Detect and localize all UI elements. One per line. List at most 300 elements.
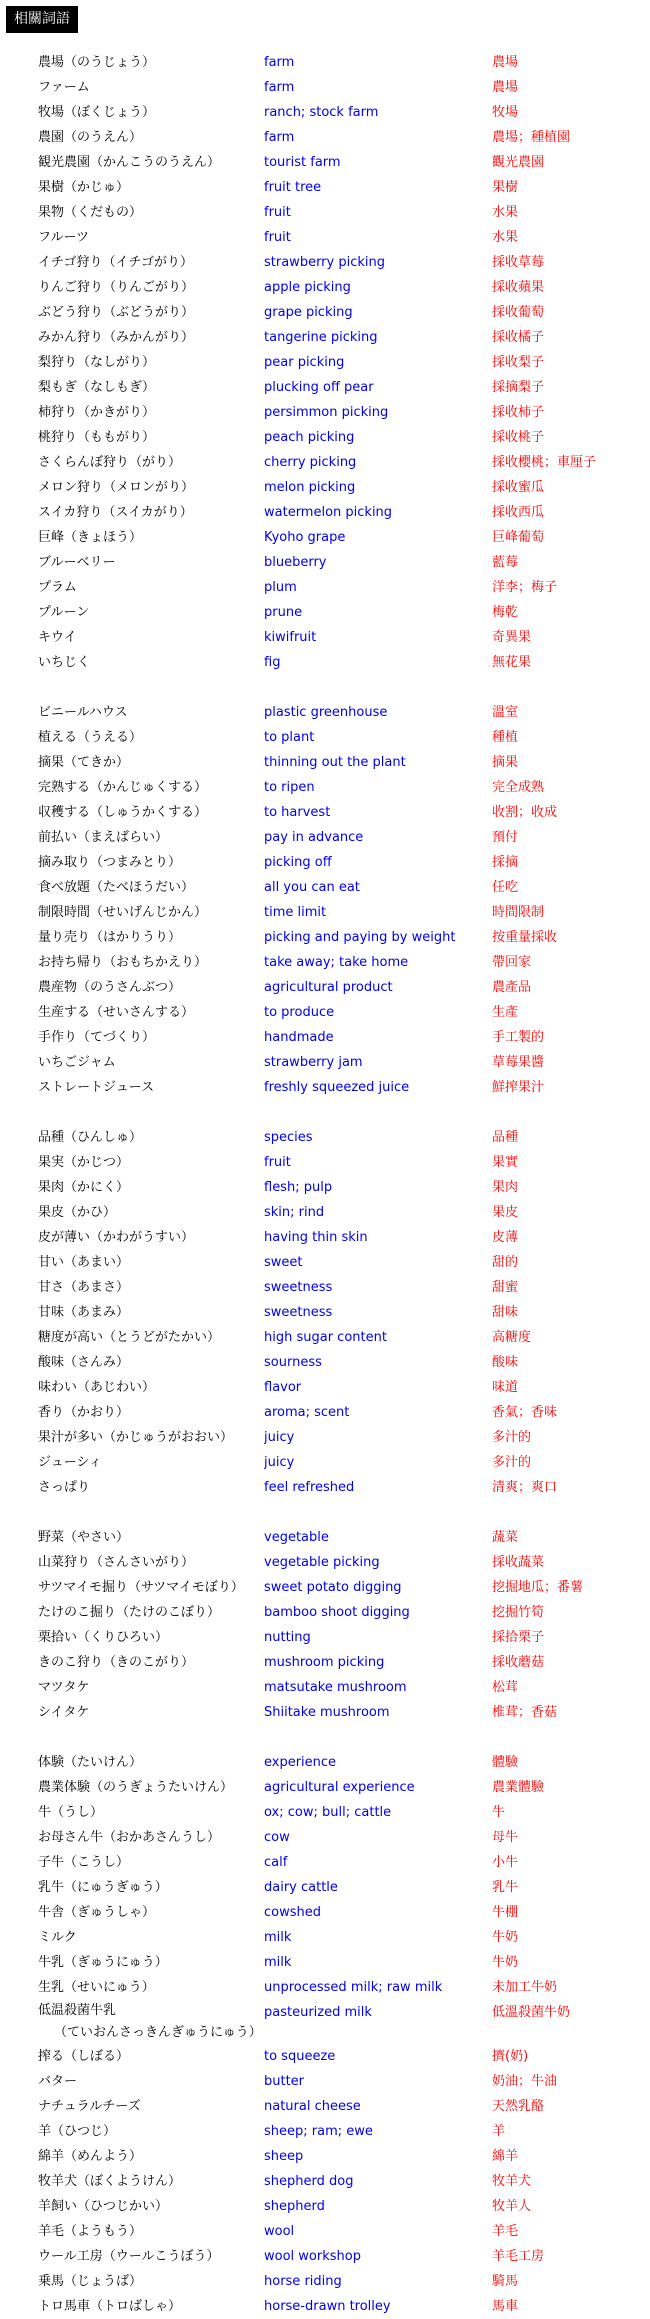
japanese-term-text: 生産する（せいさんする）: [38, 1005, 195, 1020]
japanese-term-text: ナチュラルチーズ: [38, 2099, 141, 2114]
japanese-term: [0, 2000, 264, 2044]
japanese-term: [0, 1350, 264, 1375]
japanese-term: [0, 1550, 264, 1575]
chinese-translation: 農業體驗: [492, 1780, 545, 1795]
japanese-term-text: 甘さ（あまさ）: [38, 1280, 130, 1295]
japanese-term: [0, 1025, 264, 1050]
english-translation: farm: [264, 55, 295, 70]
chinese-translation: 小牛: [492, 1855, 519, 1870]
english-translation: ox; cow; bull; cattle: [264, 1805, 392, 1820]
japanese-term-text: ブルーベリー: [38, 555, 116, 570]
english-translation: to squeeze: [264, 2049, 336, 2064]
vocab-row: [0, 800, 650, 825]
vocab-row: [0, 1250, 650, 1275]
chinese-translation: 天然乳酪: [492, 2099, 545, 2114]
japanese-term-text: 羊（ひつじ）: [38, 2124, 117, 2139]
vocab-row: [0, 750, 650, 775]
japanese-term-text: ウール工房（ウールこうぼう）: [38, 2249, 220, 2264]
vocab-row: [0, 1075, 650, 1100]
vocab-row: [0, 2194, 650, 2219]
english-translation: thinning out the plant: [264, 755, 406, 770]
chinese-translation: 摘果: [492, 755, 519, 770]
japanese-term-text: 味わい（あじわい）: [38, 1380, 156, 1395]
vocab-row: [0, 2219, 650, 2244]
japanese-term: [0, 1650, 264, 1675]
vocab-row: [0, 200, 650, 225]
japanese-term: [0, 400, 264, 425]
english-translation: pay in advance: [264, 830, 364, 845]
chinese-translation: 採收橘子: [492, 330, 545, 345]
vocab-row: [0, 2000, 650, 2044]
japanese-term-text: 低温殺菌牛乳: [38, 2003, 117, 2018]
vocab-row: [0, 2169, 650, 2194]
chinese-translation: 甜味: [492, 1305, 519, 1320]
chinese-translation: 甜蜜: [492, 1280, 519, 1295]
japanese-term: [0, 575, 264, 600]
japanese-term: [0, 775, 264, 800]
japanese-term: [0, 2144, 264, 2169]
english-translation: picking and paying by weight: [264, 930, 456, 945]
english-translation: bamboo shoot digging: [264, 1605, 410, 1620]
japanese-term: [0, 1450, 264, 1475]
english-translation: sweet: [264, 1255, 303, 1270]
chinese-translation: 奶油；牛油: [492, 2074, 558, 2089]
japanese-term: [0, 325, 264, 350]
section-title: 相關詞語: [6, 6, 78, 33]
english-translation: prune: [264, 605, 303, 620]
japanese-term: [0, 1000, 264, 1025]
chinese-translation: 品種: [492, 1130, 519, 1145]
japanese-term-text: イチゴ狩り（イチゴがり）: [38, 255, 193, 270]
japanese-term: [0, 2169, 264, 2194]
japanese-term: [0, 1200, 264, 1225]
japanese-term: [0, 2119, 264, 2144]
japanese-term: [0, 850, 264, 875]
vocab-row: [0, 2244, 650, 2269]
japanese-term: [0, 175, 264, 200]
japanese-term-text: ファーム: [38, 80, 90, 95]
vocab-row: [0, 400, 650, 425]
english-translation: wool workshop: [264, 2249, 361, 2264]
vocab-row: [0, 475, 650, 500]
japanese-term: [0, 350, 264, 375]
vocab-row: [0, 1125, 650, 1150]
chinese-translation: 洋李；梅子: [492, 580, 558, 595]
english-translation: sheep: [264, 2149, 304, 2164]
japanese-term-text: キウイ: [38, 630, 77, 645]
japanese-term-text: 果皮（かひ）: [38, 1205, 117, 1220]
japanese-term: [0, 1400, 264, 1425]
vocab-row: [0, 975, 650, 1000]
chinese-translation: 擠(奶): [492, 2049, 529, 2064]
vocab-row: [0, 600, 650, 625]
chinese-translation: 乳牛: [492, 1880, 519, 1895]
chinese-translation: 多汁的: [492, 1455, 532, 1470]
japanese-term: [0, 200, 264, 225]
japanese-term-text: 制限時間（せいげんじかん）: [38, 905, 208, 920]
japanese-term-text: 梨もぎ（なしもぎ）: [38, 380, 156, 395]
japanese-term-text: 果物（くだもの）: [38, 205, 143, 220]
chinese-translation: 挖掘地瓜；番薯: [492, 1580, 584, 1595]
english-translation: skin; rind: [264, 1205, 325, 1220]
vocab-row: [0, 1850, 650, 1875]
chinese-translation: 羊: [492, 2124, 506, 2139]
japanese-term-text: 糖度が高い（とうどがたかい）: [38, 1330, 221, 1345]
chinese-translation: 時間限制: [492, 905, 545, 920]
japanese-term-text: ぶどう狩り（ぶどうがり）: [38, 305, 195, 320]
japanese-term-text: 植える（うえる）: [38, 730, 143, 745]
japanese-term-text: りんご狩り（りんごがり）: [38, 280, 195, 295]
english-translation: to plant: [264, 730, 315, 745]
japanese-term-text: 果実（かじつ）: [38, 1155, 130, 1170]
english-translation: pasteurized milk: [264, 2005, 372, 2020]
english-translation: kiwifruit: [264, 630, 317, 645]
japanese-term: [0, 1175, 264, 1200]
japanese-term: [0, 1775, 264, 1800]
japanese-term: [0, 1625, 264, 1650]
chinese-translation: 松茸: [492, 1680, 519, 1695]
japanese-term-text: 果汁が多い（かじゅうがおおい）: [38, 1430, 234, 1445]
chinese-translation: 收割；收成: [492, 805, 558, 820]
chinese-translation: 採收蜜瓜: [492, 480, 545, 495]
japanese-term: [0, 1900, 264, 1925]
vocab-row: [0, 2269, 650, 2294]
vocab-row: [0, 900, 650, 925]
chinese-translation: 未加工牛奶: [492, 1980, 558, 1995]
japanese-term: [0, 1225, 264, 1250]
vocab-row: [0, 625, 650, 650]
english-translation: cow: [264, 1830, 290, 1845]
japanese-term-text: 生乳（せいにゅう）: [38, 1980, 155, 1995]
japanese-term-text: 果肉（かにく）: [38, 1180, 130, 1195]
english-translation: milk: [264, 1955, 292, 1970]
english-translation: strawberry picking: [264, 255, 385, 270]
vocab-group: [0, 1750, 650, 2319]
japanese-term: [0, 2244, 264, 2269]
japanese-term-text: スイカ狩り（スイカがり）: [38, 505, 193, 520]
japanese-term: [0, 1425, 264, 1450]
chinese-translation: 果皮: [492, 1205, 519, 1220]
english-translation: fruit: [264, 1155, 291, 1170]
english-translation: natural cheese: [264, 2099, 361, 2114]
japanese-term-text: 巨峰（きょほう）: [38, 530, 143, 545]
japanese-term-text: たけのこ掘り（たけのこぼり）: [38, 1605, 221, 1620]
japanese-reading: （ていおんさっきんぎゅうにゅう）: [54, 2025, 262, 2040]
chinese-translation: 果肉: [492, 1180, 519, 1195]
vocab-row: [0, 500, 650, 525]
japanese-term: [0, 1150, 264, 1175]
english-translation: experience: [264, 1755, 337, 1770]
japanese-term: [0, 900, 264, 925]
vocab-row: [0, 1325, 650, 1350]
japanese-term-text: いちごジャム: [38, 1055, 116, 1070]
vocab-row: [0, 50, 650, 75]
vocab-row: [0, 825, 650, 850]
english-translation: grape picking: [264, 305, 353, 320]
vocab-row: [0, 75, 650, 100]
vocab-row: [0, 1175, 650, 1200]
english-translation: farm: [264, 130, 295, 145]
english-translation: feel refreshed: [264, 1480, 355, 1495]
english-translation: juicy: [264, 1430, 295, 1445]
vocab-row: [0, 1600, 650, 1625]
japanese-term: [0, 1700, 264, 1725]
english-translation: sweetness: [264, 1305, 333, 1320]
english-translation: agricultural product: [264, 980, 393, 995]
japanese-term-text: ビニールハウス: [38, 705, 128, 720]
english-translation: plastic greenhouse: [264, 705, 388, 720]
japanese-term: [0, 300, 264, 325]
english-translation: juicy: [264, 1455, 295, 1470]
japanese-term-text: フルーツ: [38, 230, 89, 245]
vocab-row: [0, 2119, 650, 2144]
chinese-translation: 採收西瓜: [492, 505, 545, 520]
vocab-row: [0, 1275, 650, 1300]
japanese-term: [0, 800, 264, 825]
japanese-term: [0, 2044, 264, 2069]
japanese-term-text: 摘み取り（つまみとり）: [38, 855, 182, 870]
vocab-row: [0, 875, 650, 900]
japanese-term-text: 摘果（てきか）: [38, 755, 130, 770]
chinese-translation: 採收桃子: [492, 430, 545, 445]
japanese-term: [0, 275, 264, 300]
japanese-term-text: 牧場（ぼくじょう）: [38, 105, 156, 120]
japanese-term-text: きのこ狩り（きのこがり）: [38, 1655, 195, 1670]
english-translation: freshly squeezed juice: [264, 1080, 410, 1095]
english-translation: plum: [264, 580, 297, 595]
chinese-translation: 預付: [492, 830, 519, 845]
japanese-term-text: 皮が薄い（かわがうすい）: [38, 1230, 195, 1245]
japanese-term-text: 果樹（かじゅ）: [38, 180, 130, 195]
japanese-term: [0, 50, 264, 75]
chinese-translation: 水果: [492, 230, 519, 245]
english-translation: agricultural experience: [264, 1780, 415, 1795]
vocab-row: [0, 1200, 650, 1225]
japanese-term: [0, 500, 264, 525]
japanese-term: [0, 100, 264, 125]
vocab-row: [0, 425, 650, 450]
english-translation: time limit: [264, 905, 327, 920]
english-translation: to ripen: [264, 780, 315, 795]
vocab-row: [0, 2294, 650, 2319]
vocab-row: [0, 775, 650, 800]
japanese-term-text: 完熟する（かんじゅくする）: [38, 780, 208, 795]
japanese-term-text: 農業体験（のうぎょうたいけん）: [38, 1780, 234, 1795]
vocab-row: [0, 375, 650, 400]
english-translation: apple picking: [264, 280, 351, 295]
japanese-term-text: 香り（かおり）: [38, 1405, 130, 1420]
japanese-term-text: 農園（のうえん）: [38, 130, 143, 145]
chinese-translation: 體驗: [492, 1755, 519, 1770]
english-translation: shepherd dog: [264, 2174, 354, 2189]
vocab-group: [0, 50, 650, 675]
english-translation: fruit: [264, 205, 291, 220]
japanese-term: [0, 625, 264, 650]
japanese-term: [0, 550, 264, 575]
vocabulary-list: [0, 50, 650, 2319]
japanese-term: [0, 725, 264, 750]
english-translation: peach picking: [264, 430, 355, 445]
vocab-row: [0, 250, 650, 275]
japanese-term: [0, 150, 264, 175]
chinese-translation: 牛: [492, 1805, 506, 1820]
english-translation: vegetable: [264, 1530, 329, 1545]
chinese-translation: 椎茸；香菇: [492, 1705, 558, 1720]
vocab-row: [0, 2144, 650, 2169]
chinese-translation: 牛奶: [492, 1955, 519, 1970]
vocab-row: [0, 1650, 650, 1675]
japanese-term-text: 前払い（まえばらい）: [38, 830, 169, 845]
chinese-translation: 採摘: [492, 855, 519, 870]
japanese-term: [0, 750, 264, 775]
vocab-row: [0, 650, 650, 675]
english-translation: butter: [264, 2074, 305, 2089]
chinese-translation: 採收蘑菇: [492, 1655, 545, 1670]
english-translation: Kyoho grape: [264, 530, 346, 545]
english-translation: nutting: [264, 1630, 311, 1645]
vocab-row: [0, 1950, 650, 1975]
chinese-translation: 生產: [492, 1005, 519, 1020]
chinese-translation: 採收蔬菜: [492, 1555, 545, 1570]
japanese-term-text: サツマイモ掘り（サツマイモぼり）: [38, 1580, 244, 1595]
japanese-term: [0, 2069, 264, 2094]
vocab-row: [0, 1525, 650, 1550]
japanese-term: [0, 2294, 264, 2319]
vocab-row: [0, 950, 650, 975]
chinese-translation: 無花果: [492, 655, 532, 670]
japanese-term: [0, 950, 264, 975]
vocab-row: [0, 325, 650, 350]
japanese-term-text: 量り売り（はかりうり）: [38, 930, 182, 945]
english-translation: watermelon picking: [264, 505, 393, 520]
vocab-group: [0, 700, 650, 1100]
japanese-term-text: 綿羊（めんよう）: [38, 2149, 143, 2164]
vocab-row: [0, 1925, 650, 1950]
chinese-translation: 高糖度: [492, 1330, 532, 1345]
vocab-row: [0, 575, 650, 600]
chinese-translation: 蔬菜: [492, 1530, 519, 1545]
japanese-term-text: 桃狩り（ももがり）: [38, 430, 156, 445]
japanese-term-text: ジューシィ: [38, 1455, 102, 1470]
japanese-term-text: 甘味（あまみ）: [38, 1305, 130, 1320]
japanese-term: [0, 1075, 264, 1100]
chinese-translation: 按重量採收: [492, 930, 558, 945]
chinese-translation: 草莓果醬: [492, 1055, 545, 1070]
english-translation: flesh; pulp: [264, 1180, 333, 1195]
japanese-term: [0, 1575, 264, 1600]
japanese-term-text: さっぱり: [38, 1480, 91, 1495]
english-translation: aroma; scent: [264, 1405, 350, 1420]
chinese-translation: 牧羊人: [492, 2199, 532, 2214]
japanese-term-text: 乗馬（じょうば）: [38, 2274, 143, 2289]
vocab-row: [0, 850, 650, 875]
vocab-row: [0, 1900, 650, 1925]
japanese-term: [0, 1325, 264, 1350]
japanese-term: [0, 1525, 264, 1550]
japanese-term-text: 牛舎（ぎゅうしゃ）: [38, 1905, 156, 1920]
english-translation: species: [264, 1130, 313, 1145]
english-translation: take away; take home: [264, 955, 409, 970]
english-translation: sheep; ram; ewe: [264, 2124, 373, 2139]
chinese-translation: 任吃: [492, 880, 519, 895]
vocab-row: [0, 1475, 650, 1500]
japanese-term: [0, 1125, 264, 1150]
vocab-row: [0, 700, 650, 725]
chinese-translation: 牧羊犬: [492, 2174, 532, 2189]
japanese-term: [0, 975, 264, 1000]
japanese-term-text: 手作り（てづくり）: [38, 1030, 156, 1045]
japanese-term: [0, 925, 264, 950]
japanese-term: [0, 1050, 264, 1075]
japanese-term-text: 乳牛（にゅうぎゅう）: [38, 1880, 168, 1895]
english-translation: picking off: [264, 855, 332, 870]
japanese-term-text: 栗拾い（くりひろい）: [38, 1630, 169, 1645]
chinese-translation: 溫室: [492, 705, 519, 720]
vocab-row: [0, 1575, 650, 1600]
english-translation: high sugar content: [264, 1330, 387, 1345]
japanese-term-text: 子牛（こうし）: [38, 1855, 130, 1870]
vocab-row: [0, 2069, 650, 2094]
chinese-translation: 羊毛工房: [492, 2249, 545, 2264]
chinese-translation: 羊毛: [492, 2224, 519, 2239]
english-translation: horse riding: [264, 2274, 342, 2289]
vocab-row: [0, 1425, 650, 1450]
japanese-term-text: シイタケ: [38, 1705, 90, 1720]
english-translation: persimmon picking: [264, 405, 389, 420]
chinese-translation: 皮薄: [492, 1230, 519, 1245]
japanese-term: [0, 1925, 264, 1950]
chinese-translation: 牛棚: [492, 1905, 519, 1920]
chinese-translation: 多汁的: [492, 1430, 532, 1445]
vocab-row: [0, 1400, 650, 1425]
chinese-translation: 藍莓: [492, 555, 519, 570]
vocab-group: [0, 1525, 650, 1725]
english-translation: Shiitake mushroom: [264, 1705, 390, 1720]
chinese-translation: 農場: [492, 80, 519, 95]
vocab-row: [0, 1050, 650, 1075]
english-translation: vegetable picking: [264, 1555, 380, 1570]
vocab-row: [0, 525, 650, 550]
japanese-term: [0, 1250, 264, 1275]
japanese-term-text: いちじく: [38, 655, 91, 670]
japanese-term: [0, 375, 264, 400]
chinese-translation: 農場: [492, 55, 519, 70]
japanese-term: [0, 1850, 264, 1875]
vocab-row: [0, 925, 650, 950]
english-translation: matsutake mushroom: [264, 1680, 407, 1695]
japanese-term: [0, 825, 264, 850]
japanese-term-text: お母さん牛（おかあさんうし）: [38, 1830, 221, 1845]
vocab-row: [0, 1350, 650, 1375]
japanese-term-text: 山菜狩り（さんさいがり）: [38, 1555, 195, 1570]
chinese-translation: 果樹: [492, 180, 519, 195]
japanese-term: [0, 2094, 264, 2119]
chinese-translation: 馬車: [492, 2299, 519, 2314]
japanese-term: [0, 75, 264, 100]
japanese-term-text: 農産物（のうさんぶつ）: [38, 980, 182, 995]
chinese-translation: 酸味: [492, 1355, 519, 1370]
chinese-translation: 牧場: [492, 105, 519, 120]
japanese-term: [0, 1375, 264, 1400]
english-translation: flavor: [264, 1380, 302, 1395]
chinese-translation: 帶回家: [492, 955, 532, 970]
chinese-translation: 奇異果: [492, 630, 532, 645]
english-translation: sweet potato digging: [264, 1580, 402, 1595]
japanese-term: [0, 650, 264, 675]
english-translation: fruit tree: [264, 180, 322, 195]
english-translation: mushroom picking: [264, 1655, 385, 1670]
chinese-translation: 完全成熟: [492, 780, 545, 795]
